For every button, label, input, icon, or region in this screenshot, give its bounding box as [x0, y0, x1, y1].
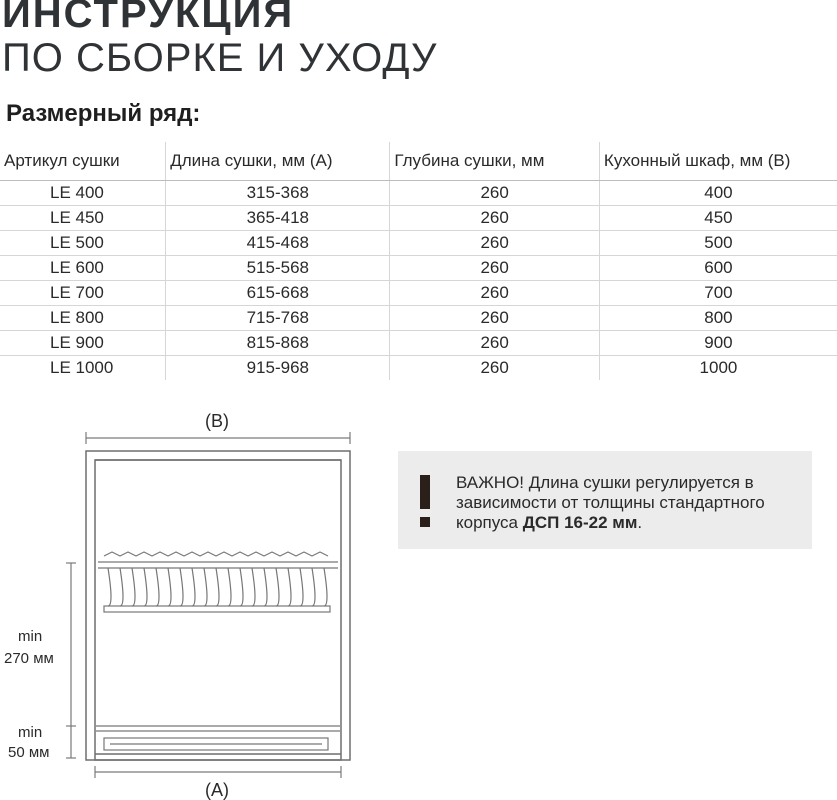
cabinet-cell: 700 [599, 281, 837, 306]
sku-cell: LE 900 [0, 331, 166, 356]
table-header-row [0, 142, 837, 181]
document-title: ИНСТРУКЦИЯ [2, 0, 295, 36]
plate-rack [98, 552, 338, 612]
cabinet-cell: 600 [599, 256, 837, 281]
sku-cell: LE 800 [0, 306, 166, 331]
table-row [0, 306, 837, 331]
table-row [0, 281, 837, 306]
length-cell: 415-468 [166, 231, 390, 256]
sku-cell: LE 500 [0, 231, 166, 256]
note-text-end: . [637, 513, 643, 532]
table-row [0, 231, 837, 256]
depth-cell: 260 [390, 231, 600, 256]
cabinet-cell: 800 [599, 306, 837, 331]
depth-cell: 260 [390, 281, 600, 306]
length-cell: 365-418 [166, 206, 390, 231]
column-header-cabinet: Кухонный шкаф, мм (В) [599, 142, 837, 181]
depth-cell: 260 [390, 181, 600, 206]
min-label-2: min [18, 724, 43, 741]
table-row [0, 331, 837, 356]
note-text [456, 473, 806, 533]
dimension-50: 50 мм [8, 744, 50, 761]
size-table [0, 142, 837, 380]
exclamation-icon [420, 475, 430, 527]
sku-cell: LE 600 [0, 256, 166, 281]
size-range-heading: Размерный ряд: [6, 100, 201, 127]
depth-cell: 260 [390, 306, 600, 331]
sku-cell: LE 1000 [50, 358, 114, 377]
dimension-label-a: (A) [205, 780, 229, 800]
cabinet-cell: 500 [599, 231, 837, 256]
depth-cell: 260 [390, 331, 600, 356]
min-label-1: min [18, 628, 43, 645]
sku-cell: LE 450 [0, 206, 166, 231]
length-cell: 515-568 [166, 256, 390, 281]
depth-cell: 260 [390, 206, 600, 231]
cabinet-cell: 400 [599, 181, 837, 206]
cabinet-cell: 900 [599, 331, 837, 356]
document-subtitle: ПО СБОРКЕ И УХОДУ [2, 36, 438, 80]
table-row [0, 181, 837, 206]
column-header-depth: Глубина сушки, мм [390, 142, 600, 181]
length-cell: 315-368 [166, 181, 390, 206]
cabinet-diagram [0, 400, 400, 800]
table-row [0, 256, 837, 281]
length-cell: 615-668 [166, 281, 390, 306]
table-row [0, 206, 837, 231]
note-text-bold: ДСП 16-22 мм [522, 513, 638, 532]
length-cell: 915-968 [166, 356, 390, 381]
length-cell: 715-768 [166, 306, 390, 331]
height-dimension [66, 563, 76, 758]
depth-cell: 260 [390, 356, 600, 381]
column-header-length: Длина сушки, мм (А) [166, 142, 390, 181]
dimension-270: 270 мм [4, 650, 54, 667]
note-text-main: ВАЖНО! Длина сушки регулируется в зависимости от толщины стандартного корпуса [456, 473, 765, 532]
sku-cell: LE 700 [0, 281, 166, 306]
important-note [398, 451, 812, 549]
cabinet-cell: 450 [599, 206, 837, 231]
length-cell: 815-868 [166, 331, 390, 356]
depth-cell: 260 [390, 256, 600, 281]
sku-cell: LE 400 [0, 181, 166, 206]
table-row [0, 356, 837, 381]
column-header-sku: Артикул сушки [0, 142, 166, 181]
dimension-label-b: (B) [205, 411, 229, 431]
cabinet-cell: 1000 [599, 356, 837, 381]
drip-tray [96, 726, 340, 750]
